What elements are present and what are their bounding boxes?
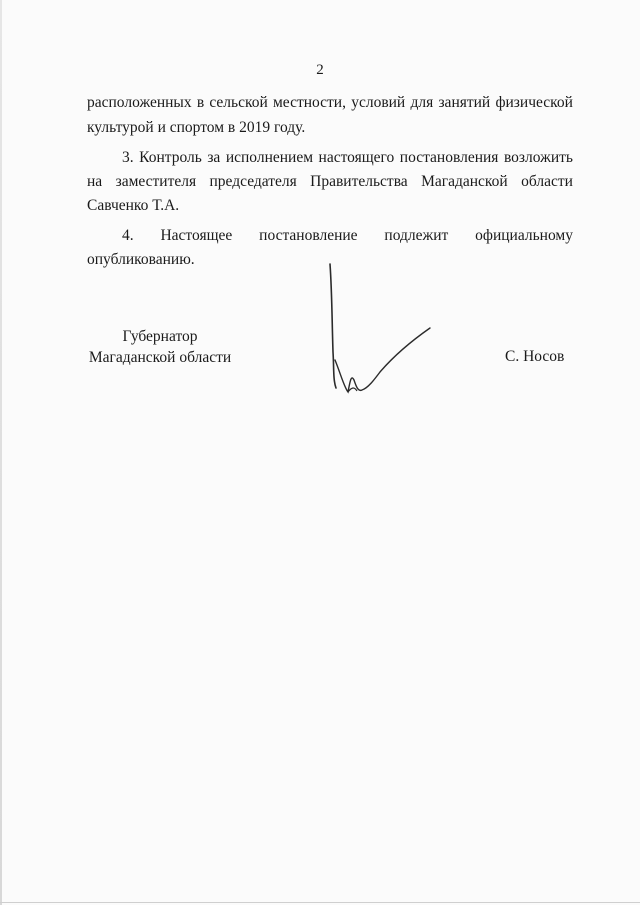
scan-edge-left — [0, 0, 2, 905]
handwritten-signature — [320, 262, 440, 402]
word: постановление — [259, 227, 358, 244]
word: Правительства — [310, 173, 408, 190]
word: возложить — [503, 149, 573, 166]
paragraph-3-line-1 — [122, 148, 573, 168]
word: настоящего — [318, 149, 395, 166]
word: Магаданской — [421, 173, 508, 190]
word: 3. — [122, 149, 134, 166]
word: председателя — [209, 173, 297, 190]
word: 4. — [122, 227, 134, 244]
paragraph-3-line-3: Савченко Т.А. — [87, 197, 180, 214]
word: местности, — [273, 94, 346, 111]
word: физической — [495, 94, 573, 111]
word: условий — [351, 94, 406, 111]
paragraph-4-line-2: опубликованию. — [87, 251, 195, 268]
paragraph-1-line-2: культурой и спортом в 2019 году. — [87, 119, 306, 136]
signatory-title-line-2: Магаданской области — [88, 349, 232, 366]
signatory-title — [80, 326, 240, 368]
word: подлежит — [384, 227, 449, 244]
paragraph-3-line-2 — [87, 172, 573, 192]
word: постановления — [399, 149, 499, 166]
page-number: 2 — [316, 62, 324, 78]
word: Настоящее — [160, 227, 233, 244]
word: занятий — [438, 94, 491, 111]
scan-edge-bottom — [0, 902, 640, 903]
word: сельской — [209, 94, 268, 111]
word: расположенных — [87, 94, 192, 111]
paragraph-1-line-1 — [87, 93, 573, 113]
signatory-name: С. Носов — [505, 348, 565, 365]
word: за — [207, 149, 221, 166]
word: области — [521, 173, 573, 190]
word: Контроль — [139, 149, 202, 166]
word: на — [87, 173, 103, 190]
word: исполнением — [225, 149, 314, 166]
paragraph-4-line-1 — [122, 226, 573, 246]
word: для — [410, 94, 434, 111]
word: заместителя — [115, 173, 197, 190]
word: в — [196, 94, 205, 111]
signatory-title-line-1: Губернатор — [122, 328, 198, 345]
word: официальному — [475, 227, 573, 244]
